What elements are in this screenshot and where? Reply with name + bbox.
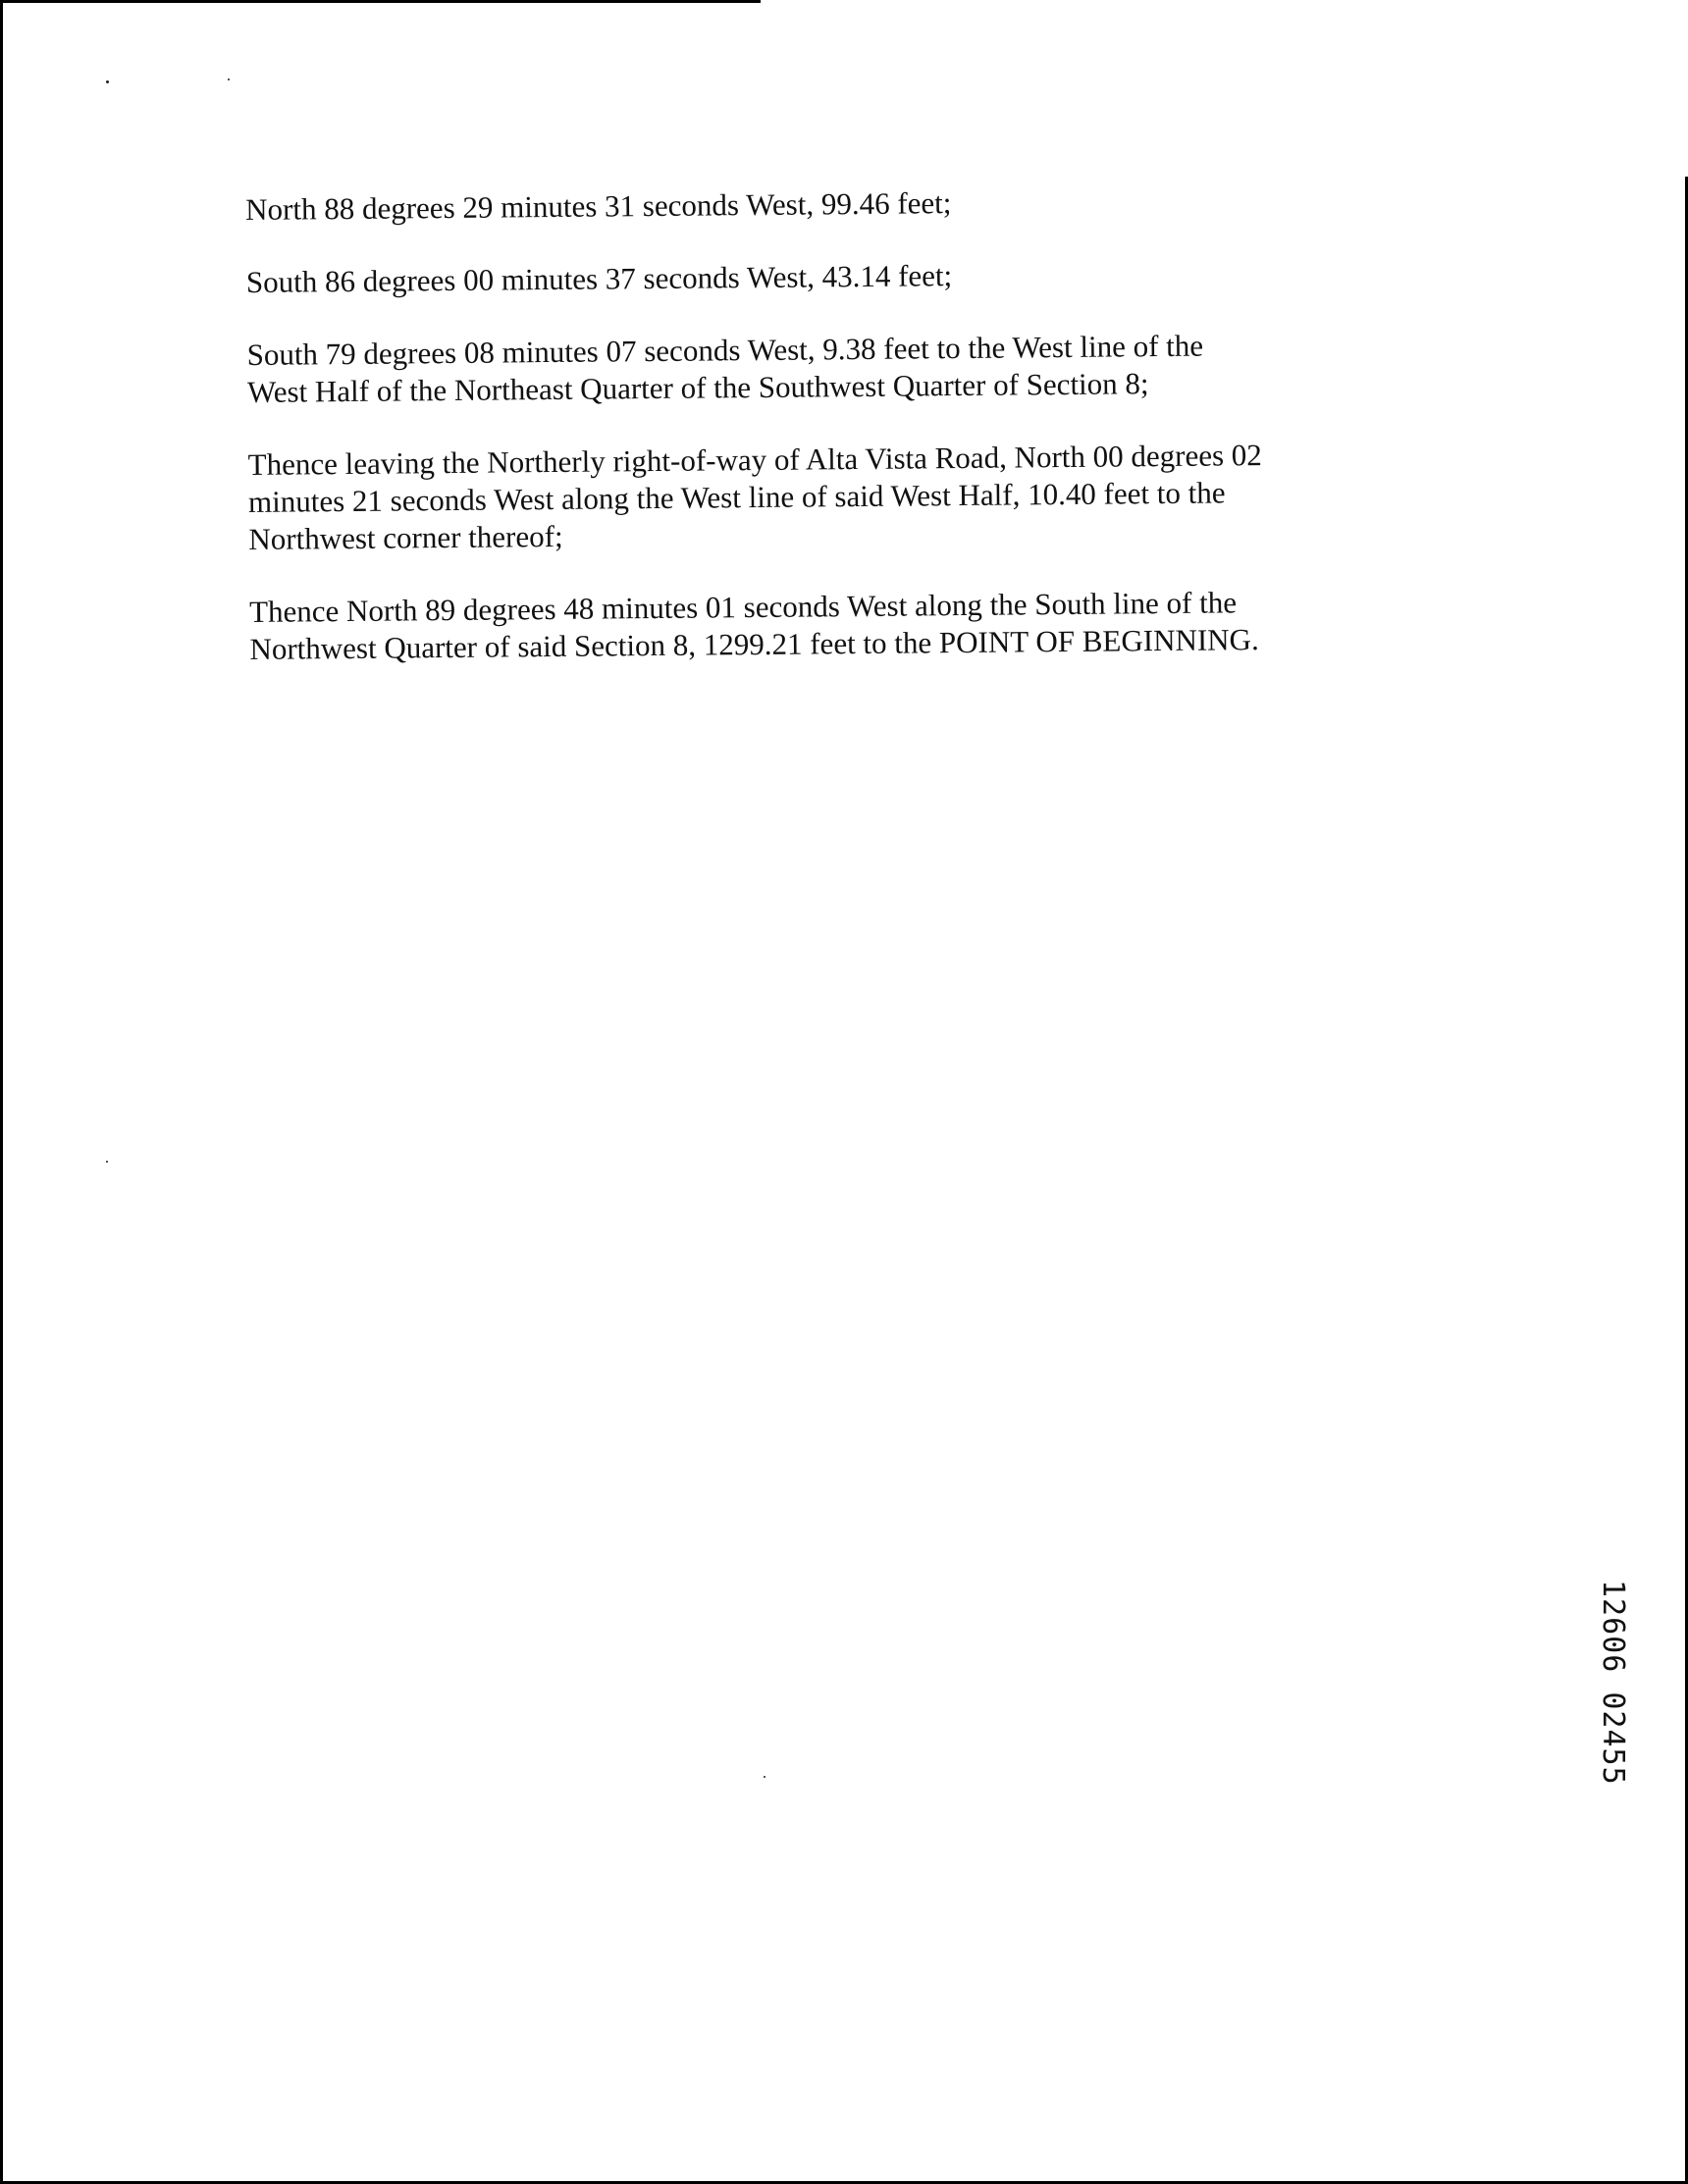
course-paragraph-3: South 79 degrees 08 minutes 07 seconds West, 9.38 feet to the West line of the West Half of the Northeast Quarter of the Southwest Quarter of Section 8; [246, 328, 1204, 409]
scan-speck [764, 1776, 765, 1778]
scan-speck [228, 78, 230, 80]
scan-speck [106, 80, 109, 83]
recording-stamp-number: 12606 02455 [1596, 1580, 1630, 1786]
scan-edge-top [0, 0, 761, 3]
legal-description-text [245, 181, 1408, 703]
course-paragraph-1: North 88 degrees 29 minutes 31 seconds West, 99.46 feet; [245, 185, 952, 227]
course-paragraph-5: Thence North 89 degrees 48 minutes 01 seconds West along the South line of the Northwest Quarter of said Section 8, 1299.21 feet to the POINT OF BEGINNING. [248, 585, 1259, 666]
course-paragraph-4: Thence leaving the Northerly right-of-way of Alta Vista Road, North 00 degrees 02 minutes 21 seconds West along the West line of said West Half, 10.40 feet to the Northwest corner thereof; [247, 438, 1262, 556]
course-paragraph-2: South 86 degrees 00 minutes 37 seconds West, 43.14 feet; [245, 258, 953, 299]
scan-edge-left [0, 0, 3, 2184]
scan-speck [106, 1161, 108, 1163]
